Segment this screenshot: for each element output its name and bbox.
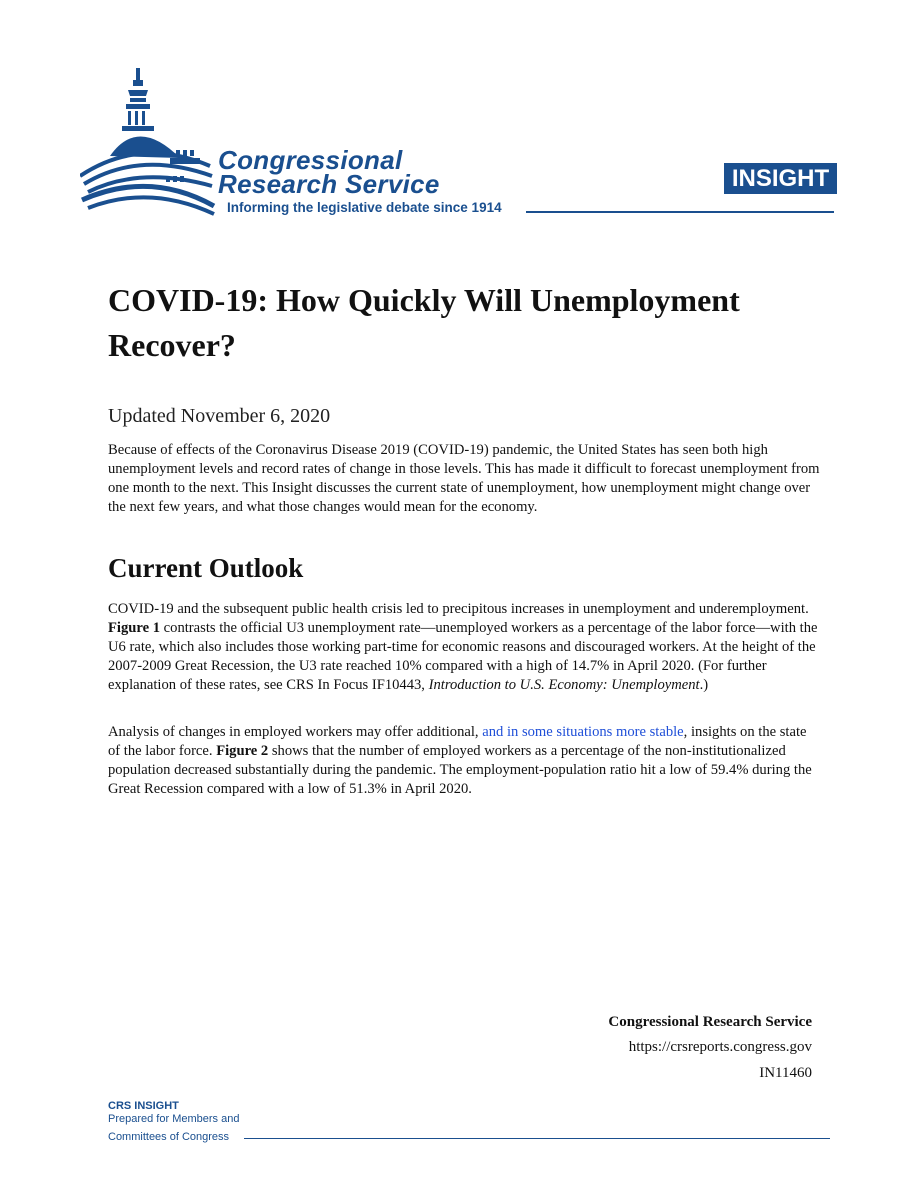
header-divider [526, 211, 834, 213]
stable-insights-link[interactable]: and in some situations more stable [482, 724, 684, 740]
section-heading: Current Outlook [108, 553, 304, 583]
org-tagline: Informing the legislative debate since 1914 [227, 200, 502, 215]
crs-prepared-line: Prepared for Members and [108, 1113, 240, 1125]
footer-divider [244, 1138, 830, 1139]
report-id: IN11460 [759, 1065, 812, 1081]
footer-url[interactable]: https://crsreports.congress.gov [628, 1039, 812, 1055]
insight-badge: INSIGHT [724, 163, 837, 194]
crs-logo [80, 66, 540, 222]
outlook-paragraph-1 [108, 600, 820, 695]
cited-title: Introduction to U.S. Economy: Unemployment [428, 677, 700, 693]
crs-committees-line: Committees of Congress [108, 1131, 230, 1143]
outlook-paragraph-2 [108, 723, 820, 799]
text-run: Analysis of changes in employed workers may offer additional, [108, 724, 483, 740]
org-name-line1: Congressional [218, 145, 403, 175]
page-title: COVID-19: How Quickly Will Unemployment Recover? [108, 282, 740, 363]
text-run: COVID-19 and the subsequent public health crisis led to precipitous increases in unemployment and underemployment. [108, 601, 809, 617]
figure-1-reference[interactable]: Figure 1 [108, 620, 161, 636]
text-run: .) [699, 677, 709, 693]
footer-org-name: Congressional Research Service [608, 1014, 812, 1030]
org-name-line2: Research Service [218, 169, 440, 199]
figure-2-reference[interactable]: Figure 2 [216, 743, 269, 759]
text-run: , insights on the state of the labor force. [108, 724, 807, 759]
text-run: contrasts the official U3 unemployment rate—unemployed workers as a percentage of the labor force—with the U6 rate, which also includes those working part-time for economic reasons and discouraged workers. At the height of the 2007-2009 Great Recession, the U3 rate reached 10% compared with a high of 14.7% in April 2020. (For further explanation of these rates, see CRS In Focus IF10443, [108, 620, 818, 693]
intro-paragraph: Because of effects of the Coronavirus Disease 2019 (COVID-19) pandemic, the United States has seen both high unemployment levels and record rates of change in those levels. This has made it difficult to forecast unemployment from one month to the next. This Insight discusses the current state of unemployment, how unemployment might change over the next few years, and what those changes would mean for the economy. [108, 442, 820, 515]
capitol-dome-icon [80, 66, 230, 222]
text-run: shows that the number of employed workers as a percentage of the non-institutionalized population decreased substantially during the pandemic. The employment-population ratio hit a low of 59.4% during the Great Recession compared with a low of 51.3% in April 2020. [108, 743, 812, 797]
updated-date: Updated November 6, 2020 [108, 405, 331, 427]
crs-insight-label: CRS INSIGHT [108, 1100, 179, 1112]
